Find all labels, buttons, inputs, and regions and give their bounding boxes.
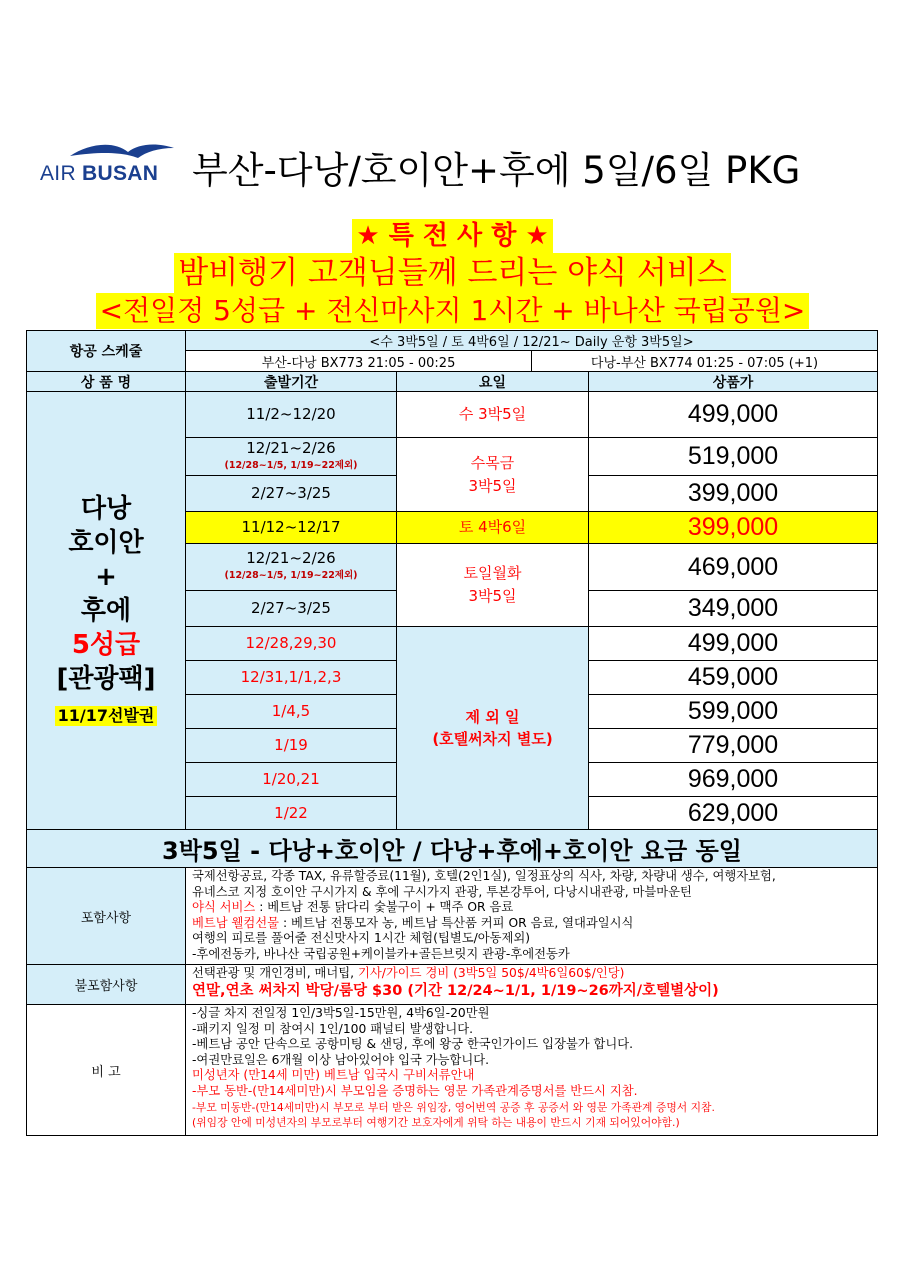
header-period: 출발기간 [185,371,397,392]
days-cell: 토일월화 3박5일 [396,543,589,627]
product-destination-2: 호이안 [68,527,144,558]
period-cell-excluded: 1/20,21 [185,762,397,797]
price-cell: 499,000 [588,626,878,661]
period-cell: 2/27~3/25 [185,590,397,627]
period-cell: 12/21~2/26 (12/28~1/5, 1/19~22제외) [185,437,397,476]
period-cell: 11/2~12/20 [185,391,397,438]
remarks-line: -부모 미동반-(만14세미만)시 부모로 부터 받은 위임장, 영어번역 공증 후 공증서 와 영문 가족관계 증명서 지참. [192,1100,715,1114]
schedule-inbound: 다낭-부산 BX774 01:25 - 07:05 (+1) [531,350,878,372]
remarks-line: -베트남 공안 단속으로 공항미팅 & 샌딩, 후에 왕궁 한국인가이드 입장불가 합니다. [192,1037,634,1052]
excluded-dates-cell: 제 외 일 (호텔써차지 별도) [396,626,589,830]
remarks-line: -패키지 일정 미 참여시 1인/100 패널티 발생합니다. [192,1021,474,1036]
product-ticket-badge: 11/17선발권 [55,706,158,726]
price-cell: 969,000 [588,762,878,797]
period-cell-highlight: 11/12~12/17 [185,511,397,544]
excluded-line: 선택관광 및 개인경비, 매너팁, 기사/가이드 경비 (3박5일 50$/4박6일60$/인당) [192,966,625,980]
included-line: 국제선항공료, 각종 TAX, 유류할증료(11월), 호텔(2인1실), 일정표상의 식사, 차량, 차량내 생수, 여행자보험, [192,869,776,883]
included-label: 포함사항 [26,867,186,965]
page-title: 부산-다낭/호이안+후에 5일/6일 PKG [192,149,801,192]
period-cell-excluded: 12/31,1/1,2,3 [185,660,397,695]
header-days: 요일 [396,371,589,392]
period-cell: 2/27~3/25 [185,475,397,512]
price-cell: 499,000 [588,391,878,438]
package-table [26,330,878,1136]
schedule-label: 항공 스케줄 [26,330,186,372]
price-cell: 599,000 [588,694,878,729]
schedule-outbound: 부산-다낭 BX773 21:05 - 00:25 [185,350,532,372]
same-price-banner: 3박5일 - 다낭+호이안 / 다낭+후에+호이안 요금 동일 [26,829,878,868]
remarks-label: 비 고 [26,1004,186,1136]
days-cell: 수 3박5일 [396,391,589,438]
header-product: 상 품 명 [26,371,186,392]
price-cell: 469,000 [588,543,878,591]
remarks-content [185,1004,878,1136]
remarks-line: (위임장 안에 미성년자의 부모로부터 여행기간 보호자에게 위탁 하는 내용이 반드시 기재 되어있어야함.) [192,1116,680,1130]
price-cell: 349,000 [588,590,878,627]
product-name-cell [26,391,186,830]
days-cell: 수목금 3박5일 [396,437,589,512]
air-busan-logo [40,138,170,190]
header-price: 상품가 [588,371,878,392]
period-cell-excluded: 12/28,29,30 [185,626,397,661]
product-plus: + [95,561,117,592]
included-line: 여행의 피로를 풀어줄 전신맛사지 1시간 체험(팁별도/아동제외) [192,931,531,946]
excluded-label: 불포함사항 [26,964,186,1005]
period-cell-excluded: 1/19 [185,728,397,763]
remarks-line: 미성년자 (만14세 미만) 베트남 입국시 구비서류안내 [192,1068,475,1083]
logo-text: AIR BUSAN [40,162,159,185]
days-cell-highlight: 토 4박6일 [396,511,589,544]
product-destination-3: 후에 [80,595,132,626]
promo-service: 밤비행기 고객님들께 드리는 야식 서비스 [0,253,905,293]
surcharge-notice: 연말,연초 써차지 박당/룸당 $30 (기간 12/24~1/1, 1/19~26까지/호텔별상이) [192,982,719,999]
remarks-line: -부모 동반-(만14세미만)시 부모임을 증명하는 영문 가족관계증명서를 반드시 지참. [192,1083,638,1098]
price-cell: 399,000 [588,475,878,512]
schedule-days: <수 3박5일 / 토 4박6일 / 12/21~ Daily 운항 3박5일> [185,330,878,351]
price-cell-highlight: 399,000 [588,511,878,544]
excluded-content [185,964,878,1005]
promo-benefits: <전일정 5성급 + 전신마사지 1시간 + 바나산 국립공원> [0,293,905,329]
period-cell-excluded: 1/4,5 [185,694,397,729]
price-cell: 459,000 [588,660,878,695]
product-destination-1: 다낭 [80,493,132,524]
remarks-line: -싱글 차지 전일정 1인/3박5일-15만원, 4박6일-20만원 [192,1006,490,1020]
period-cell: 12/21~2/26 (12/28~1/5, 1/19~22제외) [185,543,397,591]
included-line: 베트남 웰컴선물 : 베트남 전통모자 농, 베트남 특산품 커피 OR 음료, 열대과일시식 [192,915,634,930]
remarks-line: -여권만료일은 6개월 이상 남아있어야 입국 가능합니다. [192,1052,490,1067]
included-line: 야식 서비스 : 베트남 전통 닭다리 숯불구이 + 맥주 OR 음료 [192,900,514,915]
price-cell: 779,000 [588,728,878,763]
promo-heading: ★ 특 전 사 항 ★ [0,219,905,253]
price-cell: 519,000 [588,437,878,476]
included-content [185,867,878,965]
product-grade: 5성급 [71,629,141,660]
price-cell: 629,000 [588,796,878,830]
included-line: 유네스코 지정 호이안 구시가지 & 후에 구시가지 관광, 투본강투어, 다낭시내관광, 마블마운틴 [192,884,692,899]
included-line: -후에전동카, 바나산 국립공원+케이블카+골든브릿지 관광-후에전동카 [192,946,570,961]
period-cell-excluded: 1/22 [185,796,397,830]
product-type: [관광팩] [56,663,156,694]
